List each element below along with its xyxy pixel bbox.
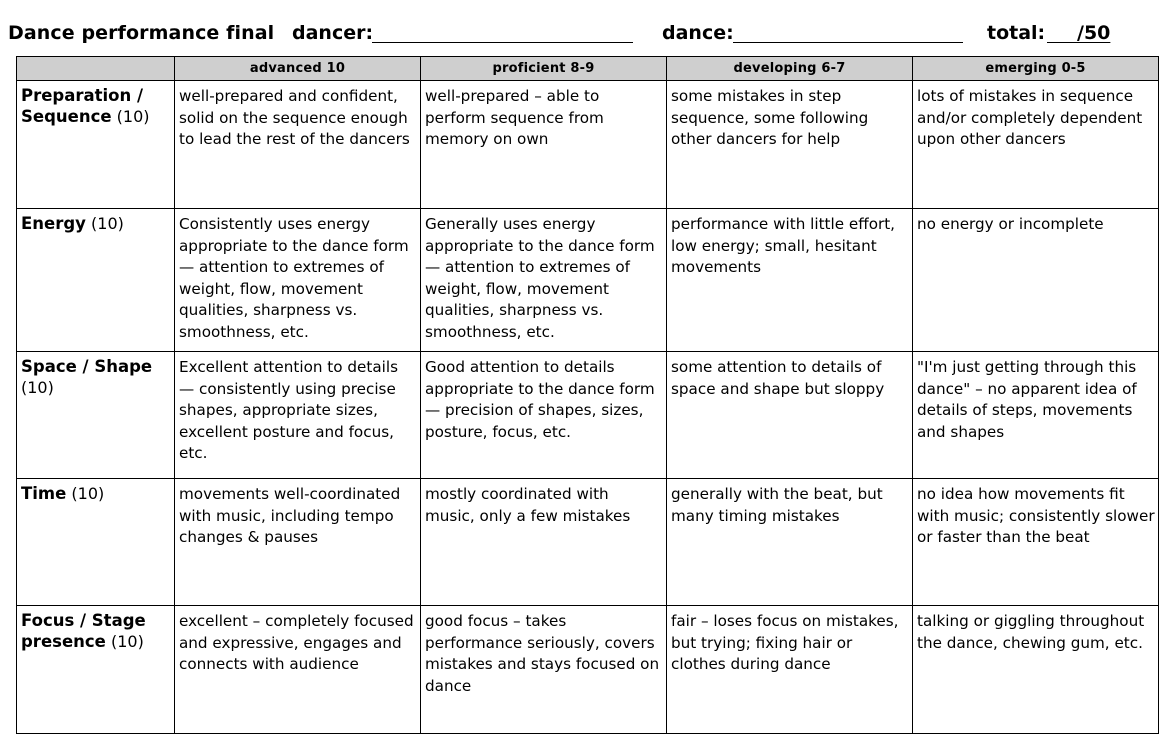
descriptor-proficient: mostly coordinated with music, only a few mistakes <box>421 479 667 606</box>
criterion-points: (10) <box>91 214 124 233</box>
rubric-header-row <box>17 57 1159 81</box>
criterion-name: Time <box>21 484 67 503</box>
descriptor-developing: generally with the beat, but many timing mistakes <box>667 479 913 606</box>
total-score-field[interactable] <box>1047 42 1077 43</box>
criterion-name: Focus / Stage presence <box>21 611 146 651</box>
dance-label: dance: <box>662 22 734 44</box>
criterion-cell <box>17 209 175 352</box>
criterion-name: Preparation / Sequence <box>21 86 144 126</box>
column-header-advanced: advanced 10 <box>175 57 421 81</box>
descriptor-advanced: movements well-coordinated with music, including tempo changes & pauses <box>175 479 421 606</box>
column-header-emerging: emerging 0-5 <box>913 57 1159 81</box>
descriptor-advanced: excellent – completely focused and expressive, engages and connects with audience <box>175 606 421 734</box>
column-header-criteria <box>17 57 175 81</box>
criterion-name: Space / Shape <box>21 357 153 376</box>
criterion-points: (10) <box>116 107 150 126</box>
descriptor-advanced: well-prepared and confident, solid on the sequence enough to lead the rest of the dancers <box>175 81 421 209</box>
descriptor-developing: performance with little effort, low energy; small, hesitant movements <box>667 209 913 352</box>
total-label: total: <box>987 22 1046 44</box>
descriptor-developing: fair – loses focus on mistakes, but trying; fixing hair or clothes during dance <box>667 606 913 734</box>
criterion-cell <box>17 606 175 734</box>
descriptor-emerging: talking or giggling throughout the dance, chewing gum, etc. <box>913 606 1159 734</box>
descriptor-developing: some attention to details of space and shape but sloppy <box>667 352 913 479</box>
descriptor-emerging: no energy or incomplete <box>913 209 1159 352</box>
dancer-field[interactable] <box>372 42 633 43</box>
descriptor-emerging: lots of mistakes in sequence and/or completely dependent upon other dancers <box>913 81 1159 209</box>
descriptor-developing: some mistakes in step sequence, some following other dancers for help <box>667 81 913 209</box>
criterion-cell <box>17 81 175 209</box>
column-header-developing: developing 6-7 <box>667 57 913 81</box>
descriptor-proficient: Good attention to details appropriate to the dance form — precision of shapes, sizes, posture, focus, etc. <box>421 352 667 479</box>
page-title: Dance performance final <box>8 22 275 44</box>
criterion-cell <box>17 352 175 479</box>
descriptor-proficient: Generally uses energy appropriate to the dance form — attention to extremes of weight, flow, movement qualities, sharpness vs. smoothness, etc. <box>421 209 667 352</box>
rubric-table <box>16 56 1159 734</box>
total-max: /50 <box>1077 22 1111 44</box>
descriptor-advanced: Excellent attention to details — consistently using precise shapes, appropriate sizes, excellent posture and focus, etc. <box>175 352 421 479</box>
descriptor-emerging: no idea how movements fit with music; consistently slower or faster than the beat <box>913 479 1159 606</box>
column-header-proficient: proficient 8-9 <box>421 57 667 81</box>
descriptor-proficient: good focus – takes performance seriously, covers mistakes and stays focused on dance <box>421 606 667 734</box>
form-header <box>0 0 1169 56</box>
criterion-points: (10) <box>110 632 144 651</box>
criterion-name: Energy <box>21 214 86 233</box>
criterion-cell <box>17 479 175 606</box>
descriptor-advanced: Consistently uses energy appropriate to the dance form — attention to extremes of weight, flow, movement qualities, sharpness vs. smoothness, etc. <box>175 209 421 352</box>
rubric-row-preparation <box>17 81 1159 209</box>
rubric-row-energy <box>17 209 1159 352</box>
rubric-row-space-shape <box>17 352 1159 479</box>
criterion-points: (10) <box>21 378 54 397</box>
criterion-points: (10) <box>71 484 105 503</box>
dance-field[interactable] <box>733 42 963 43</box>
descriptor-proficient: well-prepared – able to perform sequence from memory on own <box>421 81 667 209</box>
rubric-row-focus <box>17 606 1159 734</box>
dancer-label: dancer: <box>292 22 374 44</box>
rubric-row-time <box>17 479 1159 606</box>
descriptor-emerging: "I'm just getting through this dance" – no apparent idea of details of steps, movements and shapes <box>913 352 1159 479</box>
